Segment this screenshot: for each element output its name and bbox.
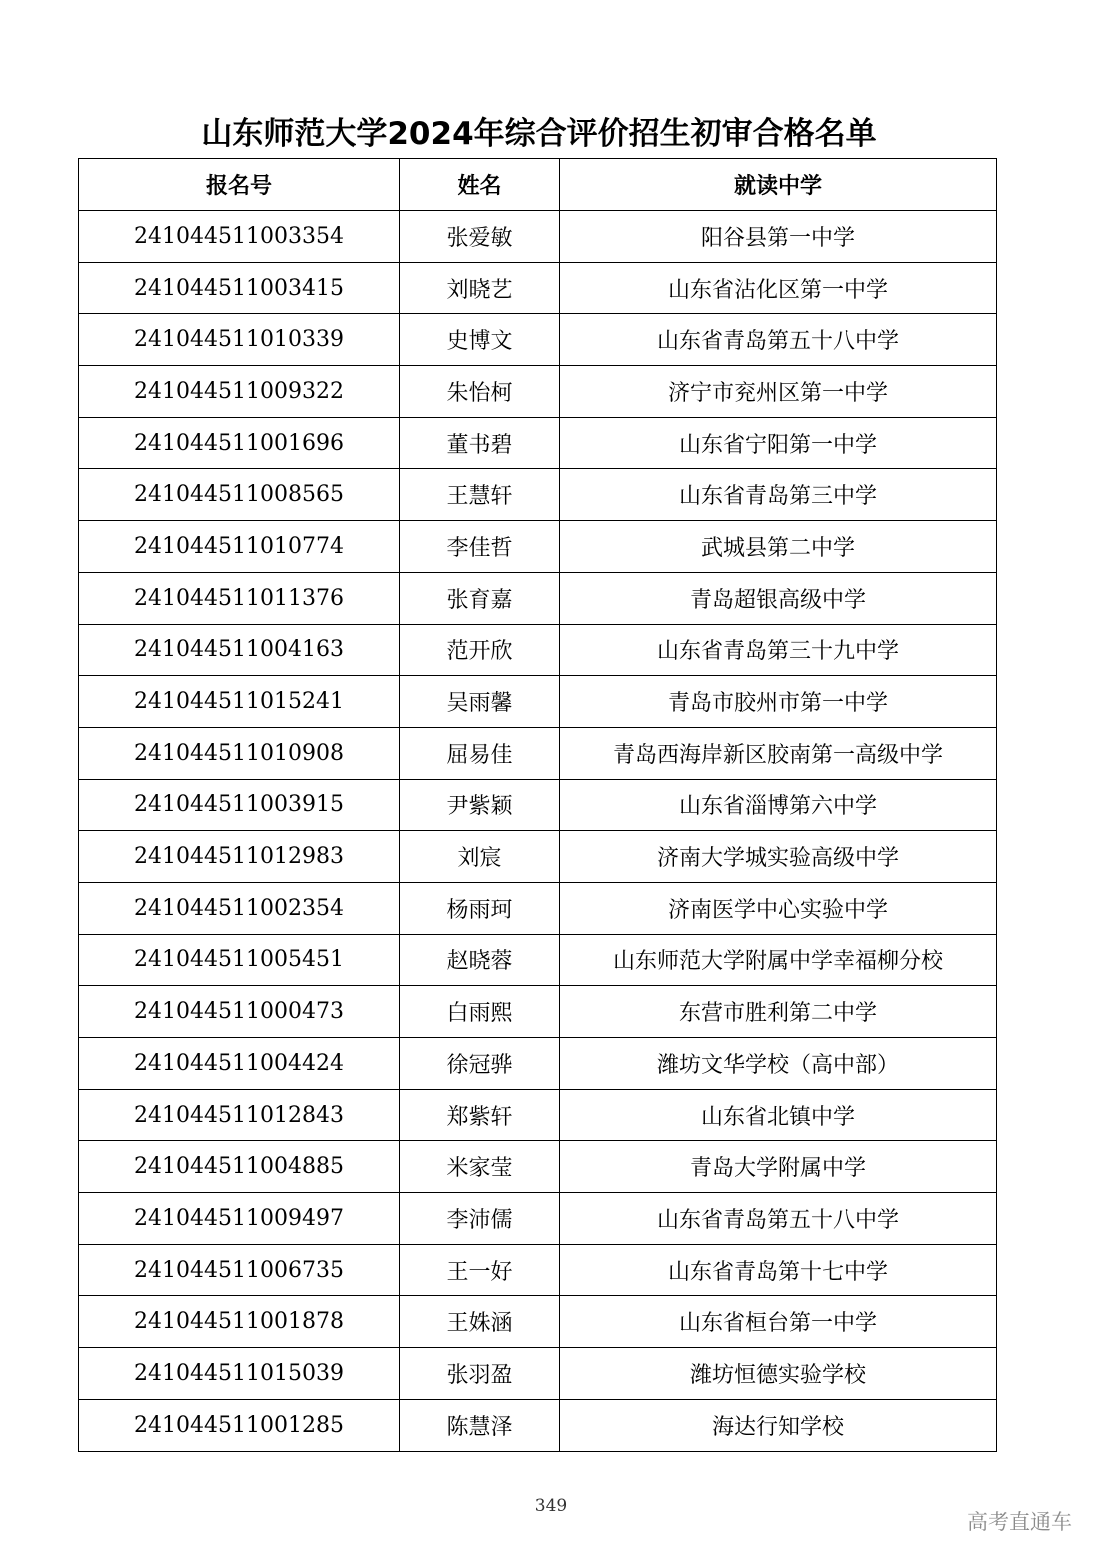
cell-name: 王姝涵: [400, 1296, 560, 1348]
column-header-name: 姓名: [400, 159, 560, 211]
cell-school: 阳谷县第一中学: [560, 211, 997, 263]
cell-registration-number: 241044511012843: [79, 1089, 400, 1141]
table-row: [79, 572, 997, 624]
cell-name: 吴雨馨: [400, 676, 560, 728]
cell-school: 山东省青岛第五十八中学: [560, 314, 997, 366]
cell-registration-number: 241044511011376: [79, 572, 400, 624]
cell-registration-number: 241044511010339: [79, 314, 400, 366]
table-row: [79, 1141, 997, 1193]
cell-registration-number: 241044511002354: [79, 882, 400, 934]
cell-name: 杨雨珂: [400, 882, 560, 934]
cell-registration-number: 241044511000473: [79, 986, 400, 1038]
table-row: [79, 676, 997, 728]
cell-name: 米家莹: [400, 1141, 560, 1193]
cell-registration-number: 241044511005451: [79, 934, 400, 986]
cell-school: 山东省青岛第三中学: [560, 469, 997, 521]
cell-school: 武城县第二中学: [560, 521, 997, 573]
table-row: [79, 1244, 997, 1296]
table-header-row: [79, 159, 997, 211]
cell-registration-number: 241044511001696: [79, 417, 400, 469]
table-row: [79, 934, 997, 986]
column-header-registration-number: 报名号: [79, 159, 400, 211]
cell-name: 屈易佳: [400, 727, 560, 779]
table-row: [79, 262, 997, 314]
table-row: [79, 779, 997, 831]
cell-school: 济南医学中心实验中学: [560, 882, 997, 934]
cell-registration-number: 241044511004424: [79, 1038, 400, 1090]
cell-school: 青岛市胶州市第一中学: [560, 676, 997, 728]
cell-name: 李佳哲: [400, 521, 560, 573]
cell-name: 尹紫颖: [400, 779, 560, 831]
cell-name: 张羽盈: [400, 1348, 560, 1400]
cell-registration-number: 241044511008565: [79, 469, 400, 521]
table-row: [79, 1348, 997, 1400]
cell-registration-number: 241044511006735: [79, 1244, 400, 1296]
cell-school: 山东师范大学附属中学幸福柳分校: [560, 934, 997, 986]
table-row: [79, 521, 997, 573]
cell-name: 王慧轩: [400, 469, 560, 521]
cell-name: 徐冠骅: [400, 1038, 560, 1090]
table-row: [79, 727, 997, 779]
cell-name: 白雨熙: [400, 986, 560, 1038]
cell-school: 山东省青岛第十七中学: [560, 1244, 997, 1296]
cell-school: 潍坊恒德实验学校: [560, 1348, 997, 1400]
table-row: [79, 882, 997, 934]
table-row: [79, 1193, 997, 1245]
cell-registration-number: 241044511009322: [79, 366, 400, 418]
cell-school: 山东省青岛第三十九中学: [560, 624, 997, 676]
watermark: 高考直通车: [967, 1510, 1072, 1534]
cell-registration-number: 241044511012983: [79, 831, 400, 883]
table-row: [79, 986, 997, 1038]
cell-school: 山东省青岛第五十八中学: [560, 1193, 997, 1245]
page-title: 山东师范大学2024年综合评价招生初审合格名单: [201, 116, 877, 152]
cell-school: 青岛西海岸新区胶南第一高级中学: [560, 727, 997, 779]
cell-school: 山东省沾化区第一中学: [560, 262, 997, 314]
cell-registration-number: 241044511010908: [79, 727, 400, 779]
cell-name: 范开欣: [400, 624, 560, 676]
table-row: [79, 314, 997, 366]
cell-name: 刘晓艺: [400, 262, 560, 314]
cell-school: 山东省淄博第六中学: [560, 779, 997, 831]
cell-school: 青岛超银高级中学: [560, 572, 997, 624]
cell-registration-number: 241044511015241: [79, 676, 400, 728]
cell-registration-number: 241044511009497: [79, 1193, 400, 1245]
cell-name: 张育嘉: [400, 572, 560, 624]
table-row: [79, 1399, 997, 1451]
table-row: [79, 366, 997, 418]
cell-school: 东营市胜利第二中学: [560, 986, 997, 1038]
cell-name: 史博文: [400, 314, 560, 366]
cell-registration-number: 241044511010774: [79, 521, 400, 573]
cell-registration-number: 241044511001285: [79, 1399, 400, 1451]
cell-school: 海达行知学校: [560, 1399, 997, 1451]
cell-name: 张爱敏: [400, 211, 560, 263]
table-row: [79, 1089, 997, 1141]
table-row: [79, 417, 997, 469]
cell-name: 赵晓蓉: [400, 934, 560, 986]
page-number: 349: [534, 1496, 568, 1516]
cell-registration-number: 241044511003915: [79, 779, 400, 831]
admission-table: [78, 158, 997, 1452]
table-body: [79, 211, 997, 1452]
cell-registration-number: 241044511004885: [79, 1141, 400, 1193]
cell-school: 济宁市兖州区第一中学: [560, 366, 997, 418]
cell-name: 朱怡柯: [400, 366, 560, 418]
cell-school: 潍坊文华学校（高中部）: [560, 1038, 997, 1090]
cell-school: 山东省桓台第一中学: [560, 1296, 997, 1348]
cell-registration-number: 241044511003415: [79, 262, 400, 314]
cell-registration-number: 241044511015039: [79, 1348, 400, 1400]
table-row: [79, 211, 997, 263]
cell-name: 陈慧泽: [400, 1399, 560, 1451]
table-row: [79, 469, 997, 521]
cell-school: 济南大学城实验高级中学: [560, 831, 997, 883]
cell-name: 董书碧: [400, 417, 560, 469]
cell-name: 王一好: [400, 1244, 560, 1296]
cell-registration-number: 241044511004163: [79, 624, 400, 676]
cell-name: 郑紫轩: [400, 1089, 560, 1141]
cell-school: 山东省宁阳第一中学: [560, 417, 997, 469]
table-row: [79, 1296, 997, 1348]
cell-school: 山东省北镇中学: [560, 1089, 997, 1141]
cell-name: 李沛儒: [400, 1193, 560, 1245]
cell-name: 刘宸: [400, 831, 560, 883]
table-row: [79, 831, 997, 883]
cell-school: 青岛大学附属中学: [560, 1141, 997, 1193]
table-row: [79, 1038, 997, 1090]
column-header-school: 就读中学: [560, 159, 997, 211]
cell-registration-number: 241044511001878: [79, 1296, 400, 1348]
table-row: [79, 624, 997, 676]
cell-registration-number: 241044511003354: [79, 211, 400, 263]
